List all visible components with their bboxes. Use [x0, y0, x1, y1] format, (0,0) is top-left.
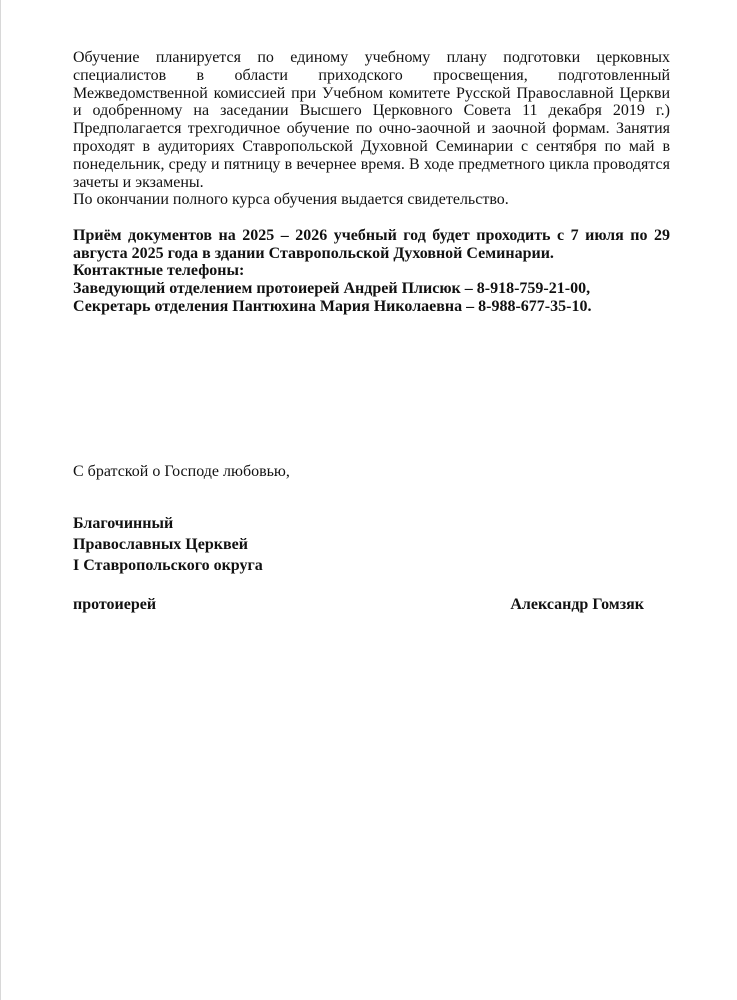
position-line-2: Православных Церквей	[73, 536, 248, 553]
signatory-name: Александр Гомзяк	[510, 596, 644, 613]
certificate-paragraph: По окончании полного курса обучения выдается свидетельство.	[73, 191, 509, 209]
closing-salutation: С братской о Господе любовью,	[73, 463, 290, 480]
signatory-rank: протоиерей	[73, 596, 157, 613]
position-line-3: I Ставропольского округа	[73, 557, 263, 574]
contacts-heading: Контактные телефоны:	[73, 262, 245, 280]
document-body	[73, 49, 670, 316]
admission-dates-text: Приём документов на 2025 – 2026 учебный год будет проходить с 7 июля по 29 августа 2025 года в здании Ставропольской Духовной Семинарии.	[73, 227, 670, 262]
signatory-position	[73, 513, 263, 576]
position-line-1: Благочинный	[73, 515, 174, 532]
training-paragraph: Обучение планируется по единому учебному плану подготовки церковных специалистов в области приходского просвещения, подготовленный Межведомственной комиссией при Учебном комитете Русской Православной Церкви и одобренному на заседании Высшего Церковного Совета 11 декабря 2019 г.) Предполагается трехгодичное обучение по очно-заочной и заочной формам. Занятия проходят в аудиториях Ставропольской Духовной Семинарии с сентября по май в понедельник, среду и пятницу в вечернее время. В ходе предметного цикла проводятся зачеты и экзамены.	[73, 49, 670, 191]
contact-secretary: Секретарь отделения Пантюхина Мария Николаевна – 8-988-677-35-10.	[73, 297, 592, 315]
contact-head-of-department: Заведующий отделением протоиерей Андрей Плисюк – 8-918-759-21-00,	[73, 279, 591, 297]
admission-notice	[73, 227, 670, 315]
